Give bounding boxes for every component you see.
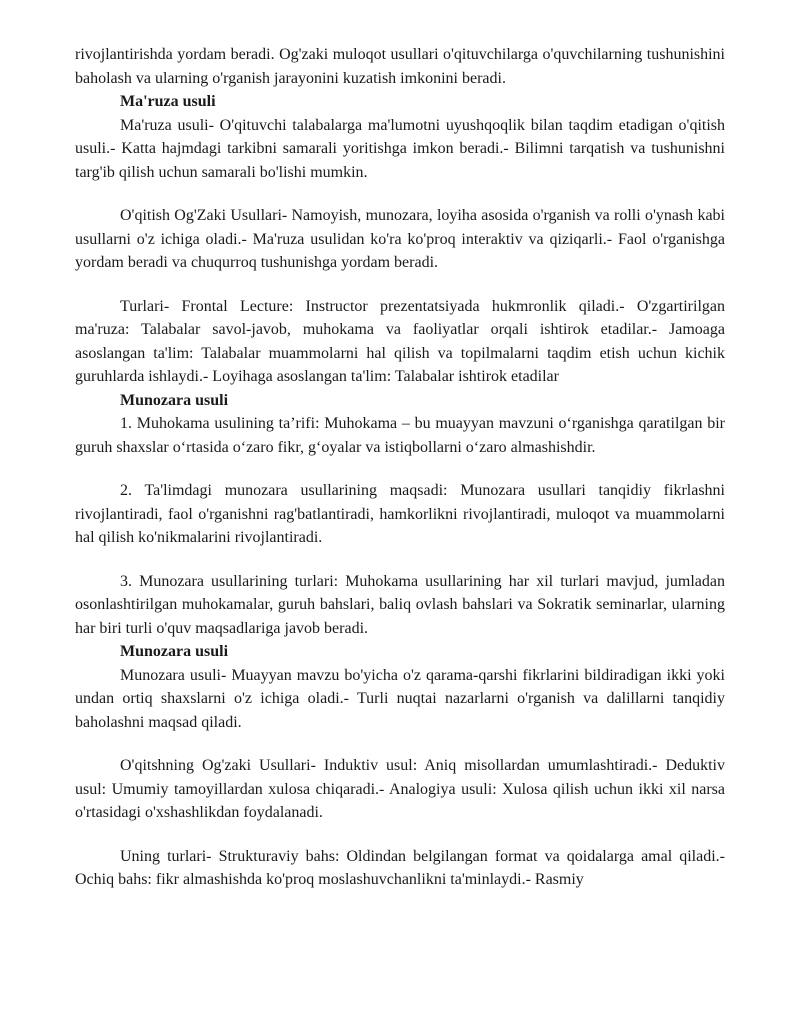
heading-maruza-usuli: Ma'ruza usuli — [120, 93, 216, 110]
heading-munozara-usuli-1: Munozara usuli — [120, 391, 229, 409]
paragraph-debate-definition: Munozara usuli- Muayyan mavzu bo'yicha o'z qarama-qarshi fikrlarini bildiradigan ikki yoki undan ortiq shaxslarni o'z ichiga oladi.- Turli nuqtai nazarlarni o'rganish va dalillarni tanqidiy baholashni maqsad qiladi. — [75, 666, 725, 731]
paragraph-lecture-types: Turlari- Frontal Lecture: Instructor prezentatsiyada hukmronlik qiladi.- O'zgartirilgan ma'ruza: Talabalar savol-javob, muhokama va faoliyatlar orqali ishtirok etadilar.- Jamoaga asoslangan ta'lim: Talabalar muammolarni hal qilish va topilmalarni taqdim etish uchun kichik guruhlarda ishlaydi.- Loyihaga asoslangan ta'lim: Talabalar ishtirok etadilar — [75, 297, 725, 385]
paragraph-discussion-purpose: 2. Ta'limdagi munozara usullarining maqsadi: Munozara usullari tanqidiy fikrlashni rivojlantiradi, faol o'rganishni rag'batlantiradi, hamkorlikni rivojlantiradi, muloqot va muammolarni hal qilish ko'nikmalarini rivojlantiradi. — [75, 482, 725, 546]
paragraph-intro-continuation: rivojlantirishda yordam beradi. Og'zaki muloqot usullari o'qituvchilarga o'quvchilarning tushunishini baholash va ularning o'rganish jarayonini kuzatish imkonini beradi. — [75, 46, 725, 87]
paragraph-maruza-definition: Ma'ruza usuli- O'qituvchi talabalarga ma'lumotni uyushqoqlik bilan taqdim etadigan o'qitish usuli.- Katta hajmdagi tarkibni samarali yoritishga imkon beradi.- Bilimni tarqatish va tushunishni targ'ib qilish uchun samarali bo'lishi mumkin. — [75, 116, 725, 181]
paragraph-oqitish-ogzaki-usullari: O'qitish Og'Zaki Usullari- Namoyish, munozara, loyiha asosida o'rganish va rolli o'ynash kabi usullarni o'z ichiga oladi.- Ma'ruza usulidan ko'ra ko'proq interaktiv va qiziqarli.- Faol o'rganishga yordam beradi va chuqurroq tushunishga yordam beradi. — [75, 207, 725, 271]
paragraph-discussion-types: 3. Munozara usullarining turlari: Muhokama usullarining har xil turlari mavjud, jumladan osonlashtirilgan muhokamalar, guruh bahslari, baliq ovlash bahslari va Sokratik seminarlar, ularning har biri turli o'quv maqsadlariga javob beradi. — [75, 572, 725, 637]
paragraph-verbal-teaching-methods: O'qitshning Og'zaki Usullari- Induktiv usul: Aniq misollardan umumlashtiradi.- Deduktiv usul: Umumiy tamoyillardan xulosa chiqaradi.- Analogiya usuli: Xulosa qilish uchun ikki xil narsa o'rtasidagi o'xshashlikdan foydalanadi. — [75, 757, 725, 821]
paragraph-discussion-definition: 1. Muhokama usulining ta’rifi: Muhokama – bu muayyan mavzuni o‘rganishga qaratilgan bir guruh shaxslar o‘rtasida o‘zaro fikr, g‘oyalar va istiqbollarni o‘zaro almashishdir. — [75, 415, 725, 456]
paragraph-debate-types: Uning turlari- Strukturaviy bahs: Oldindan belgilangan format va qoidalarga amal qiladi.- Ochiq bahs: fikr almashishda ko'proq moslashuvchanlikni ta'minlaydi.- Rasmiy — [75, 847, 725, 888]
heading-munozara-usuli-2: Munozara usuli — [120, 643, 229, 660]
document-page — [75, 43, 725, 892]
